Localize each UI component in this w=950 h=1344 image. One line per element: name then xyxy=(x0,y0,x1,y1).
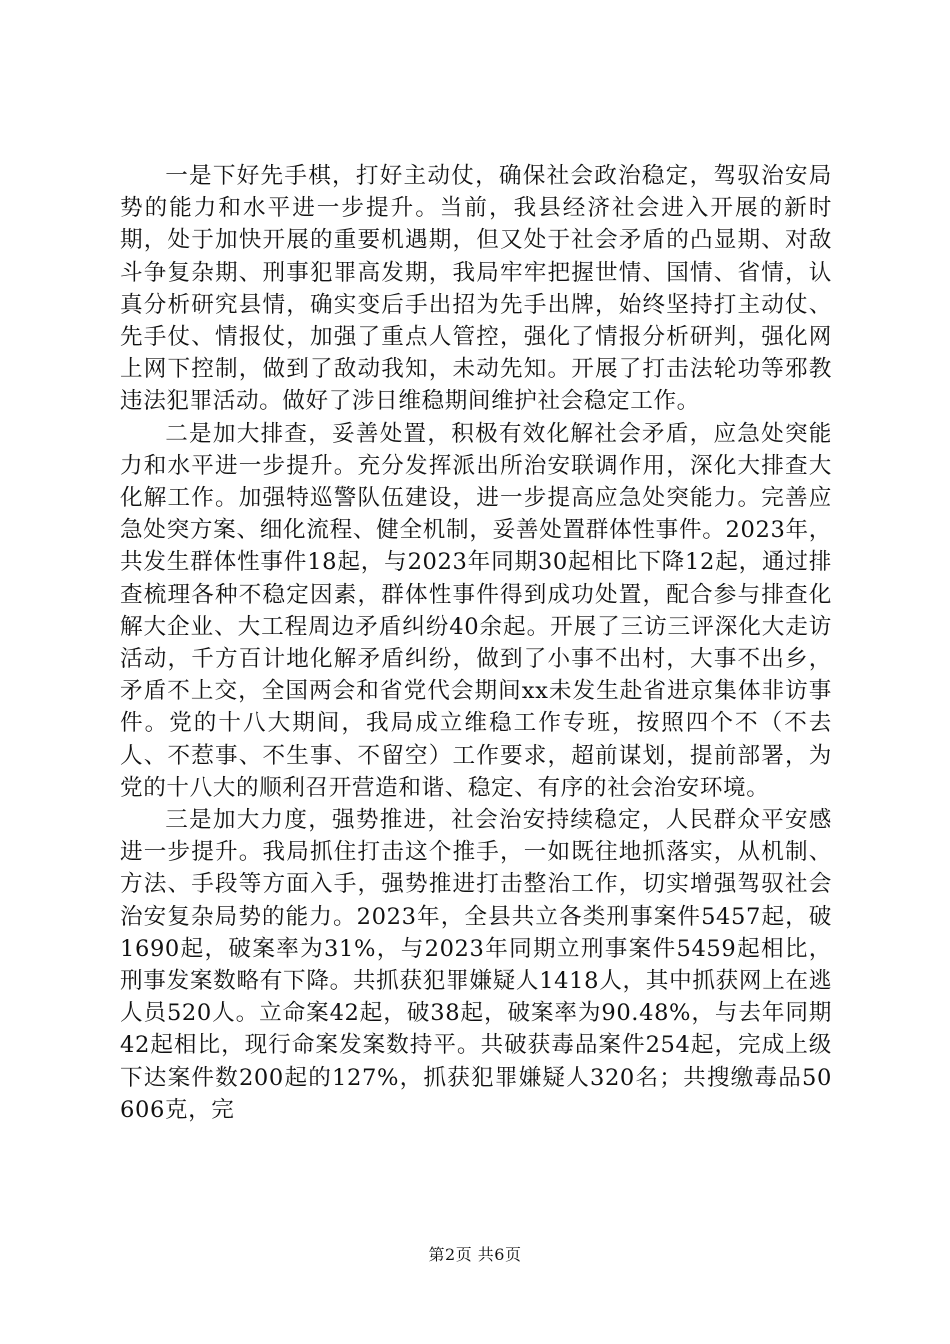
paragraph-conflict-resolution: 二是加大排查，妥善处置，积极有效化解社会矛盾，应急处突能力和水平进一步提升。充分发挥派出所治安联调作用，深化大排查大化解工作。加强特巡警队伍建设，进一步提高应急处突能力。完善应急处突方案、细化流程、健全机制，妥善处置群体性事件。2023年，共发生群体性事件18起，与2023年同期30起相比下降12起，通过排查梳理各种不稳定因素，群体性事件得到成功处置，配合参与排查化解大企业、大工程周边矛盾纠纷40余起。开展了三访三评深化大走访活动，千方百计地化解矛盾纠纷，做到了小事不出村，大事不出乡，矛盾不上交，全国两会和省党代会期间xx未发生赴省进京集体非访事件。党的十八大期间，我局成立维稳工作专班，按照四个不（不去人、不惹事、不生事、不留空）工作要求，超前谋划，提前部署，为党的十八大的顺利召开营造和谐、稳定、有序的社会治安环境。 xyxy=(120,420,832,801)
page-number-footer: 第2页 共6页 xyxy=(428,1245,522,1264)
document-body xyxy=(120,160,832,1126)
paragraph-stability: 一是下好先手棋，打好主动仗，确保社会政治稳定，驾驭治安局势的能力和水平进一步提升。当前，我县经济社会进入开展的新时期，处于加快开展的重要机遇期，但又处于社会矛盾的凸显期、对敌斗争复杂期、刑事犯罪高发期，我局牢牢把握世情、国情、省情，认真分析研究县情，确实变后手出招为先手出牌，始终坚持打主动仗、先手仗、情报仗，加强了重点人管控，强化了情报分析研判，强化网上网下控制，做到了敌动我知，未动先知。开展了打击法轮功等邪教违法犯罪活动。做好了涉日维稳期间维护社会稳定工作。 xyxy=(120,163,832,415)
paragraph-public-security: 三是加大力度，强势推进，社会治安持续稳定，人民群众平安感进一步提升。我局抓住打击这个推手，一如既往地抓落实，从机制、方法、手段等方面入手，强势推进打击整治工作，切实增强驾驭社会治安复杂局势的能力。2023年，全县共立各类刑事案件5457起，破1690起，破案率为31%，与2023年同期立刑事案件5459起相比，刑事发案数略有下降。共抓获犯罪嫌疑人1418人，其中抓获网上在逃人员520人。立命案42起，破38起，破案率为90.48%，与去年同期42起相比，现行命案发案数持平。共破获毒品案件254起，完成上级下达案件数200起的127%，抓获犯罪嫌疑人320名；共搜缴毒品50606克，完 xyxy=(120,807,832,1123)
